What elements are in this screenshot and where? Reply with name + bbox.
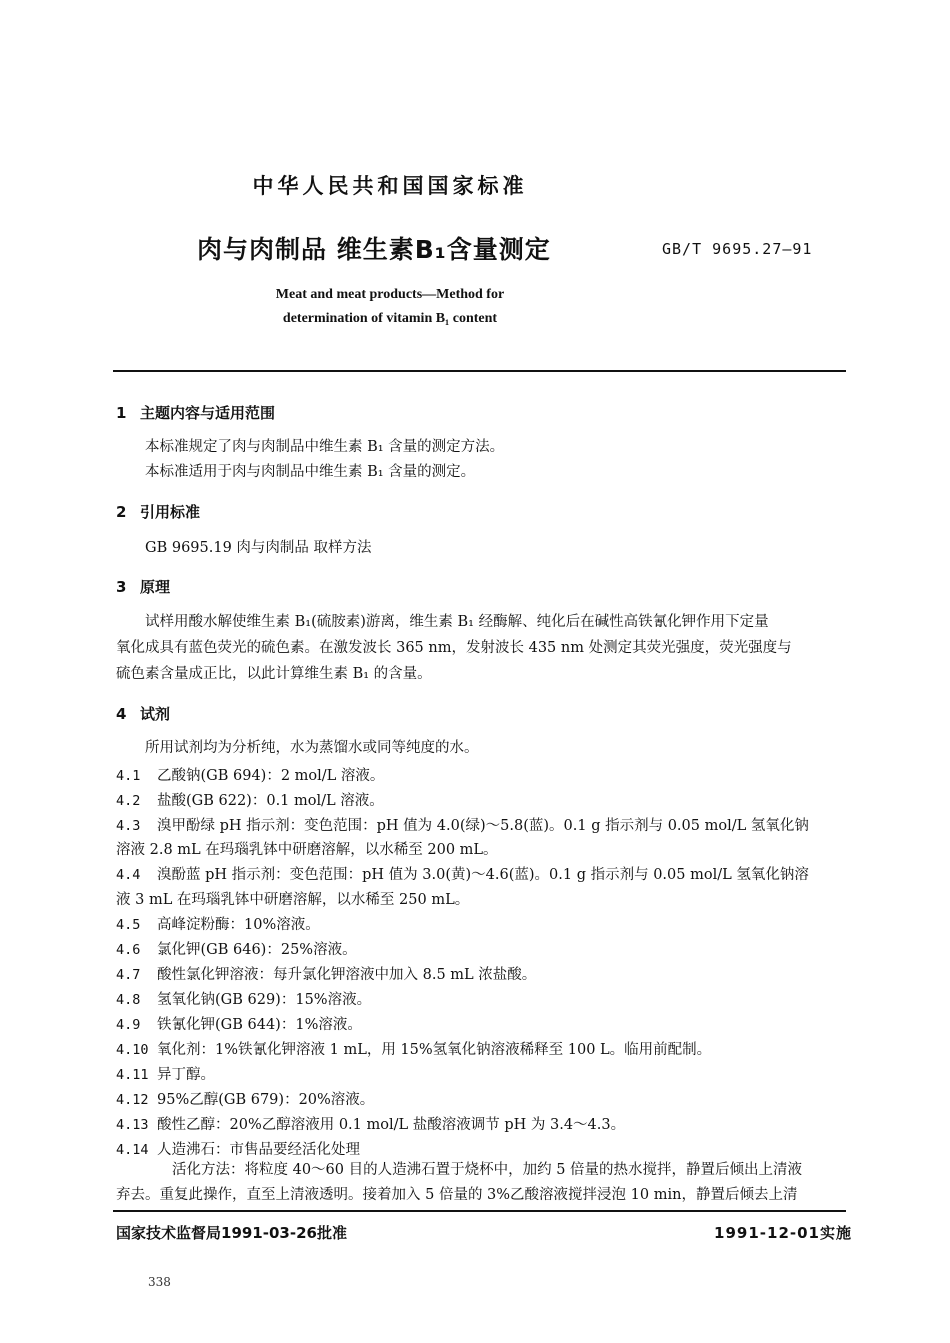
reagent-item bbox=[116, 764, 384, 785]
paragraph-line: 氧化成具有蓝色荧光的硫色素。在激发波长 365 nm，发射波长 435 nm 处测定其荧光强度，荧光强度与 bbox=[116, 640, 792, 656]
item-text: 乙酸钠(GB 694)：2 mol/L 溶液。 bbox=[157, 768, 385, 784]
referenced-standard: GB 9695.19 肉与肉制品 取样方法 bbox=[145, 540, 372, 556]
item-text: 酸性氯化钾溶液：每升氯化钾溶液中加入 8.5 mL 浓盐酸。 bbox=[157, 967, 537, 983]
english-title-line-2: determination of vitamin B₁ content bbox=[282, 311, 498, 326]
reagent-item bbox=[116, 1113, 625, 1134]
item-number: 4.13 bbox=[116, 1117, 149, 1133]
paragraph-line: 硫色素含量成正比，以此计算维生素 B₁ 的含量。 bbox=[116, 666, 432, 682]
reagent-item bbox=[116, 1063, 215, 1084]
reagent-item bbox=[116, 1138, 360, 1159]
section-3-heading bbox=[116, 576, 170, 597]
reagent-item bbox=[116, 789, 384, 810]
document-title: 肉与肉制品 维生素B₁含量测定 bbox=[197, 235, 551, 264]
section-title: 试剂 bbox=[140, 705, 171, 723]
footer-divider bbox=[113, 1210, 846, 1212]
item-number: 4.7 bbox=[116, 967, 141, 983]
section-title: 主题内容与适用范围 bbox=[140, 404, 276, 422]
item-number: 4.11 bbox=[116, 1067, 149, 1083]
section-number: 4 bbox=[116, 705, 127, 723]
reagent-item bbox=[116, 938, 357, 959]
implementation-date: 1991-12-01实施 bbox=[714, 1224, 852, 1242]
item-text: 铁氰化钾(GB 644)：1%溶液。 bbox=[157, 1017, 362, 1033]
item-number: 4.5 bbox=[116, 917, 141, 933]
reagent-item bbox=[116, 988, 371, 1009]
paragraph-line: 试样用酸水解使维生素 B₁(硫胺素)游离，维生素 B₁ 经酶解、纯化后在碱性高铁氰化钾作用下定量 bbox=[145, 614, 769, 630]
item-text: 人造沸石：市售品要经活化处理 bbox=[157, 1142, 360, 1158]
reagent-item bbox=[116, 863, 809, 884]
section-4-heading bbox=[116, 703, 170, 724]
item-number: 4.9 bbox=[116, 1017, 141, 1033]
item-number: 4.2 bbox=[116, 793, 141, 809]
activation-method-line: 活化方法：将粒度 40～60 目的人造沸石置于烧杯中，加约 5 倍量的热水搅拌，静置后倾出上清液 bbox=[172, 1162, 803, 1178]
header-divider bbox=[113, 370, 846, 372]
reagent-item bbox=[116, 913, 320, 934]
section-number: 3 bbox=[116, 578, 127, 596]
section-1-heading bbox=[116, 402, 275, 423]
item-number: 4.8 bbox=[116, 992, 141, 1008]
national-standard-heading: 中华人民共和国国家标准 bbox=[252, 174, 528, 198]
item-number: 4.3 bbox=[116, 818, 141, 834]
reagent-item-continuation: 液 3 mL 在玛瑙乳钵中研磨溶解，以水稀至 250 mL。 bbox=[116, 892, 470, 908]
item-text: 95%乙醇(GB 679)：20%溶液。 bbox=[157, 1092, 375, 1108]
section-number: 2 bbox=[116, 503, 127, 521]
item-text: 氢氧化钠(GB 629)：15%溶液。 bbox=[157, 992, 372, 1008]
item-number: 4.6 bbox=[116, 942, 141, 958]
item-text: 盐酸(GB 622)：0.1 mol/L 溶液。 bbox=[157, 793, 384, 809]
page-number: 338 bbox=[148, 1275, 171, 1289]
paragraph: 本标准规定了肉与肉制品中维生素 B₁ 含量的测定方法。 bbox=[145, 439, 505, 455]
section-title: 引用标准 bbox=[140, 503, 201, 521]
section-number: 1 bbox=[116, 404, 127, 422]
activation-method-line: 弃去。重复此操作，直至上清液透明。接着加入 5 倍量的 3%乙酸溶液搅拌浸泡 10 min，静置后倾去上清 bbox=[116, 1187, 798, 1203]
paragraph: 本标准适用于肉与肉制品中维生素 B₁ 含量的测定。 bbox=[145, 464, 476, 480]
item-text: 氧化剂：1%铁氰化钾溶液 1 mL，用 15%氢氧化钠溶液稀释至 100 L。临用前配制。 bbox=[157, 1042, 712, 1058]
item-text: 酸性乙醇：20%乙醇溶液用 0.1 mol/L 盐酸溶液调节 pH 为 3.4～4.3。 bbox=[157, 1117, 626, 1133]
item-number: 4.12 bbox=[116, 1092, 149, 1108]
item-text: 异丁醇。 bbox=[157, 1067, 215, 1083]
item-number: 4.4 bbox=[116, 867, 141, 883]
section-2-heading bbox=[116, 501, 200, 522]
reagent-item-continuation: 溶液 2.8 mL 在玛瑙乳钵中研磨溶解，以水稀至 200 mL。 bbox=[116, 842, 498, 858]
item-text: 溴酚蓝 pH 指示剂：变色范围：pH 值为 3.0(黄)～4.6(蓝)。0.1 g 指示剂与 0.05 mol/L 氢氧化钠溶 bbox=[157, 867, 809, 883]
reagent-item bbox=[116, 1038, 711, 1059]
reagent-item bbox=[116, 1013, 362, 1034]
paragraph: 所用试剂均为分析纯，水为蒸馏水或同等纯度的水。 bbox=[145, 740, 479, 756]
reagent-item bbox=[116, 814, 809, 835]
item-text: 氯化钾(GB 646)：25%溶液。 bbox=[157, 942, 357, 958]
item-number: 4.10 bbox=[116, 1042, 149, 1058]
section-title: 原理 bbox=[140, 578, 171, 596]
item-text: 溴甲酚绿 pH 指示剂：变色范围：pH 值为 4.0(绿)～5.8(蓝)。0.1 g 指示剂与 0.05 mol/L 氢氧化钠 bbox=[157, 818, 809, 834]
item-text: 高峰淀粉酶：10%溶液。 bbox=[157, 917, 320, 933]
english-title-line-1: Meat and meat products—Method for bbox=[275, 287, 505, 302]
reagent-item bbox=[116, 963, 536, 984]
item-number: 4.1 bbox=[116, 768, 141, 784]
standard-code: GB/T 9695.27—91 bbox=[662, 240, 813, 258]
item-number: 4.14 bbox=[116, 1142, 149, 1158]
reagent-item bbox=[116, 1088, 374, 1109]
approval-date: 国家技术监督局1991-03-26批准 bbox=[116, 1224, 347, 1242]
